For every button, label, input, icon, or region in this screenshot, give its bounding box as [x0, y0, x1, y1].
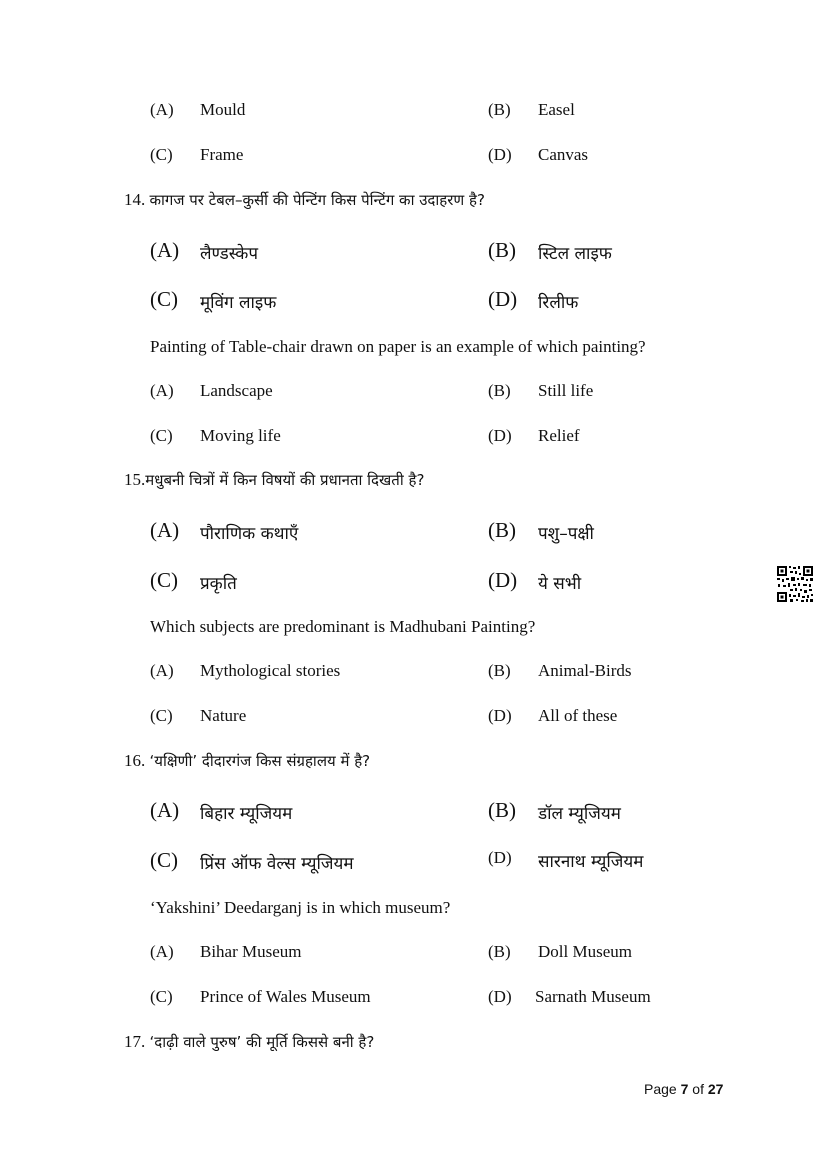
- option-text: ये सभी: [538, 574, 582, 594]
- option-label: (B): [488, 661, 511, 680]
- option-label: (A): [150, 661, 174, 680]
- option-text: Relief: [538, 426, 580, 445]
- option-text: पौराणिक कथाएँ: [200, 524, 299, 544]
- question-16-hindi: [124, 751, 370, 771]
- question-number: 14.: [124, 190, 146, 209]
- option-text: डॉल म्यूजियम: [538, 804, 621, 824]
- option-label: (A): [150, 798, 180, 822]
- option-label: (C): [150, 706, 173, 725]
- option-label: (D): [488, 706, 512, 725]
- option-text: Still life: [538, 381, 594, 400]
- question-14-english: Painting of Table-chair drawn on paper is an example of which painting?: [150, 337, 646, 356]
- option-label: (A): [150, 518, 180, 542]
- option-text: Easel: [538, 100, 575, 119]
- question-15-english: Which subjects are predominant is Madhubani Painting?: [150, 617, 536, 636]
- question-text: मधुबनी चित्रों में किन विषयों की प्रधानता दिखती है?: [145, 471, 425, 489]
- option-text: All of these: [538, 706, 618, 725]
- question-14-hindi: [124, 190, 485, 210]
- question-15-hindi: [124, 470, 424, 490]
- option-text: Prince of Wales Museum: [200, 987, 371, 1006]
- question-17-hindi: [124, 1032, 374, 1052]
- option-text: Doll Museum: [538, 942, 632, 961]
- question-number: 16.: [124, 751, 146, 770]
- option-text: Frame: [200, 145, 244, 164]
- option-label: (C): [150, 987, 173, 1006]
- option-label: (B): [488, 798, 516, 822]
- option-label: (D): [488, 426, 512, 445]
- option-text: रिलीफ: [538, 293, 579, 313]
- question-number: 15.: [124, 470, 146, 489]
- question-text: ‘यक्षिणी’ दीदारगंज किस संग्रहालय में है?: [149, 752, 371, 770]
- option-text: Mould: [200, 100, 246, 119]
- question-16-english: ‘Yakshini’ Deedarganj is in which museum?: [150, 898, 451, 917]
- option-label: (D): [488, 987, 512, 1006]
- question-text: ‘दाढ़ी वाले पुरुष’ की मूर्ति किससे बनी है?: [149, 1033, 375, 1051]
- option-label: (C): [150, 426, 173, 445]
- option-text: Moving life: [200, 426, 281, 445]
- option-label: (C): [150, 568, 178, 592]
- option-text: बिहार म्यूजियम: [200, 804, 293, 824]
- option-label: (B): [488, 942, 511, 961]
- option-label: (A): [150, 942, 174, 961]
- option-label: (B): [488, 518, 516, 542]
- option-text: Canvas: [538, 145, 589, 164]
- question-number: 17.: [124, 1032, 146, 1051]
- question-text: कागज पर टेबल–कुर्सी की पेन्टिंग किस पेन्टिंग का उदाहरण है?: [149, 191, 485, 209]
- option-label: (D): [488, 848, 512, 867]
- option-text: Landscape: [200, 381, 273, 400]
- option-text: पशु–पक्षी: [538, 524, 594, 544]
- option-label: (C): [150, 848, 178, 872]
- qr-code-icon: [776, 565, 814, 603]
- option-text: Bihar Museum: [200, 942, 302, 961]
- page-number: Page 7 of 27: [644, 1081, 724, 1097]
- option-text: मूविंग लाइफ: [200, 293, 277, 313]
- option-text: Sarnath Museum: [535, 987, 651, 1006]
- option-text: सारनाथ म्यूजियम: [538, 852, 644, 872]
- option-label: (D): [488, 145, 512, 164]
- option-text: Animal-Birds: [538, 661, 632, 680]
- option-label: (C): [150, 287, 178, 311]
- option-label: (B): [488, 381, 511, 400]
- option-label: (D): [488, 568, 518, 592]
- option-label: (A): [150, 100, 174, 119]
- option-text: प्रिंस ऑफ वेल्स म्यूजियम: [200, 854, 354, 874]
- option-text: Nature: [200, 706, 247, 725]
- option-label: (A): [150, 238, 180, 262]
- option-text: लैण्डस्केप: [200, 244, 259, 264]
- option-label: (A): [150, 381, 174, 400]
- option-text: प्रकृति: [200, 574, 237, 594]
- option-text: Mythological stories: [200, 661, 341, 680]
- option-label: (D): [488, 287, 518, 311]
- option-label: (B): [488, 100, 511, 119]
- option-text: स्टिल लाइफ: [538, 244, 612, 264]
- option-label: (B): [488, 238, 516, 262]
- option-label: (C): [150, 145, 173, 164]
